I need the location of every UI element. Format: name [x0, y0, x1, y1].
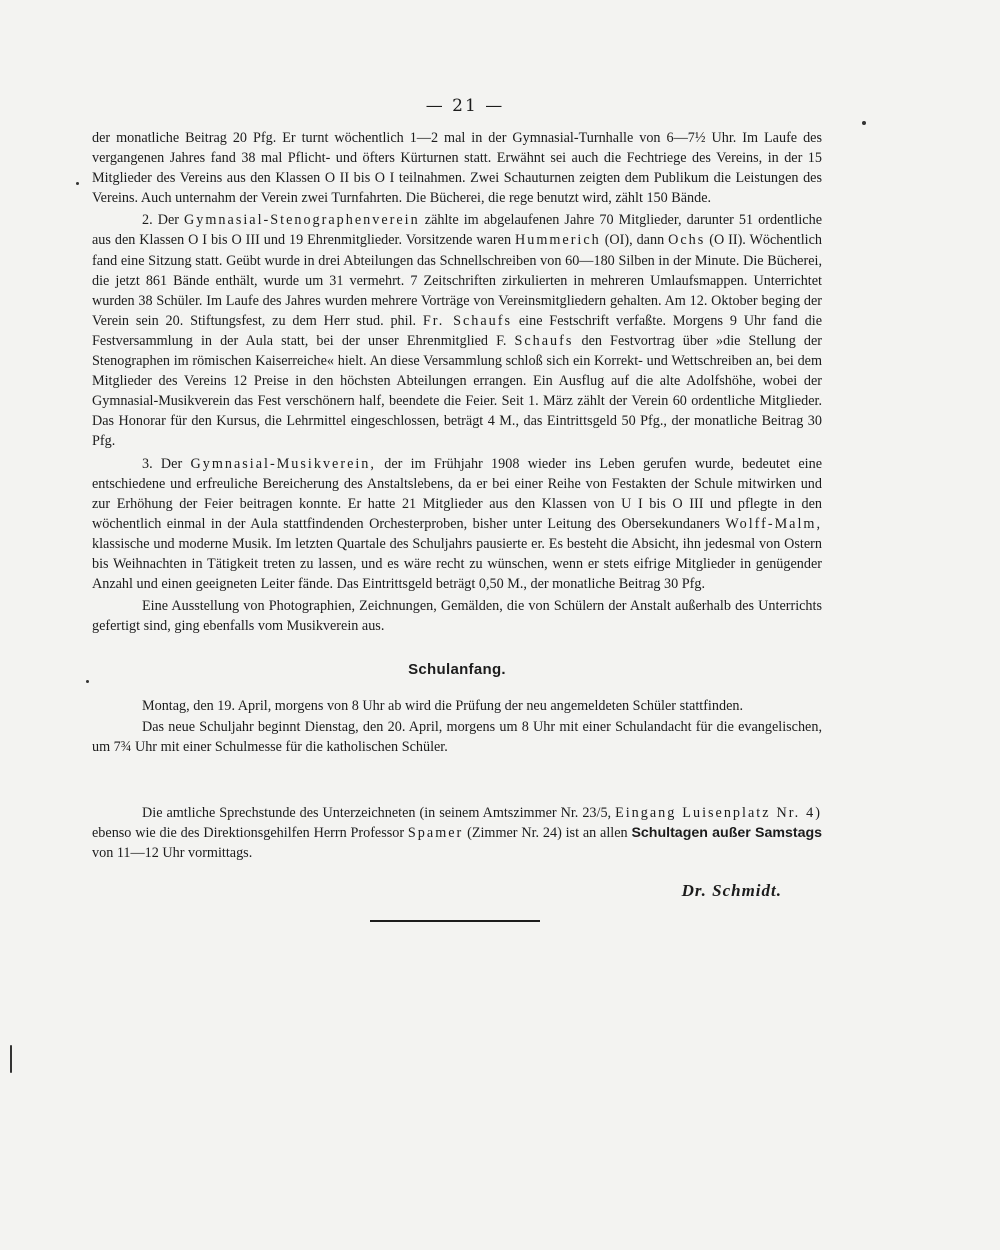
- name-schaufs: Schaufs: [514, 332, 574, 349]
- name-musikverein: Gymnasial-Musikverein,: [190, 455, 376, 472]
- name-stenographenverein: Gymnasial-Stenographenverein: [184, 212, 420, 229]
- paragraph-sprechstunde: Die amtliche Sprechstunde des Unterzeichneten (in seinem Amtszimmer Nr. 23/5, Eingang Luisenplatz Nr. 4) ebenso wie die des Direktionsgehilfen Herrn Professor Spamer (Zimmer Nr. 24) ist an allen Schultagen außer Samstags von 11—12 Uhr vormittags.: [92, 804, 823, 861]
- scan-speck: [862, 121, 866, 125]
- paragraph-turnverein-end: der monatliche Beitrag 20 Pfg. Er turnt wöchentlich 1—2 mal in der Gymnasial-Turnhalle von 6—7½ Uhr. Im Laufe des vergangenen Jahres fand 38 mal Pflicht- und öfters Kürturnen statt. Erwähnt sei auch die Fechtriege des Vereins, in der 15 Mitglieder des Vereins aus den Klassen O II bis O I teilnahmen. Zwei Schauturnen zeigten dem Publikum die Leistungen des Vereins. Auch unternahm der Verein zwei Turnfahrten. Die Bücherei, die rege benutzt wird, zählt 150 Bände.: [92, 130, 822, 207]
- paragraph-schuljahr-beginn: Das neue Schuljahr beginnt Dienstag, den 20. April, morgens um 8 Uhr mit einer Schulandacht für die evangelischen, um 7¾ Uhr mit einer Schulmesse für die katholischen Schüler.: [92, 718, 822, 755]
- signature: Dr. Schmidt.: [681, 881, 782, 900]
- scan-speck: [76, 182, 79, 185]
- page-body: [92, 128, 822, 901]
- scan-speck: [86, 680, 89, 683]
- paragraph-musikverein: 3. Der Gymnasial-Musikverein, der im Frühjahr 1908 wieder ins Leben gerufen wurde, bedeutet eine entschiedene und erfreuliche Bereicherung des Anstaltslebens, da er bei einer Reihe von Festakten der Schule mitwirken und zur Erhöhung der Feier beitragen konnte. Er hatte 21 Mitglieder aus den Klassen von U I bis O III und pflegte in den wöchentlich einmal in der Aula stattfindenden Orchesterproben, bisher unter Leitung des Obersekundaners Wolff-Malm, klassische und moderne Musik. Im letzten Quartale des Schuljahrs pausierte er. Es besteht die Absicht, ihn jedesmal von Ostern bis Weihnachten in Tätigkeit treten zu lassen, und es wäre recht zu wünschen, wenn er stets eifrige Mitglieder in genügender Anzahl und einen geeigneten Leiter fände. Das Eintrittsgeld beträgt 0,50 M., der monatliche Beitrag 30 Pfg.: [92, 455, 823, 593]
- paragraph-ausstellung: Eine Ausstellung von Photographien, Zeichnungen, Gemälden, die von Schülern der Anstalt außerhalb des Unterrichts gefertigt sind, ging ebenfalls vom Musikverein aus.: [92, 598, 822, 635]
- scan-speck: [10, 1045, 12, 1073]
- name-hummerich: Hummerich: [514, 232, 601, 249]
- closing-rule: [370, 920, 540, 922]
- paragraph-stenographenverein: 2. Der Gymnasial-Stenographenverein zählte im abgelaufenen Jahre 70 Mitglieder, darunter 51 ordentliche aus den Klassen O I bis O III und 19 Ehrenmitglieder. Vorsitzende waren Hummerich (OI), dann Ochs (O II). Wöchentlich fand eine Sitzung statt. Geübt wurde in drei Abteilungen das Schnellschreiben von 60—180 Silben in der Minute. Die Bücherei, die jetzt 861 Bände enthält, wurde um 31 vermehrt. 7 Zeitschriften zirkulierten in mehreren Umlaufsmappen. Unterrichtet wurden 38 Schüler. Im Laufe des Jahres wurden mehrere Vorträge von Vereinsmitgliedern gehalten. Am 12. Oktober beging der Verein sein 20. Stiftungsfest, zu dem Herr stud. phil. Fr. Schaufs eine Festschrift verfaßte. Morgens 9 Uhr fand die Festversammlung in der Aula statt, bei der unser Ehrenmitglied F. Schaufs den Festvortrag über »die Stellung der Stenographen im römischen Kaiserreiche« hielt. An diese Versammlung schloß sich ein Korrekt- und Wettschreiben an, bei dem Mitglieder des Vereins 12 Preise in den höchsten Abteilungen errangen. Ein Ausflug auf die alte Adolfshöhe, wobei der Gymnasial-Musikverein das Fest verschönern half, beendete die Feier. Seit 1. März zählt der Verein 60 ordentliche Mitglieder. Das Honorar für den Kursus, die Lehrmittel eingeschlossen, beträgt 4 M., das Eintrittsgeld 50 Pfg., der monatliche Beitrag 30 Pfg.: [92, 212, 823, 450]
- paragraph-pruefung: Montag, den 19. April, morgens von 8 Uhr ab wird die Prüfung der neu angemeldeten Schüler stattfinden.: [142, 698, 744, 715]
- name-wolff-malm: Wolff-Malm,: [725, 515, 823, 532]
- emphasis-schultage: Schultagen außer Samstags: [631, 824, 823, 841]
- page-number: — 21 —: [425, 96, 505, 116]
- name-ochs: Ochs: [668, 232, 706, 249]
- entrance-address: Eingang Luisenplatz Nr. 4): [615, 804, 822, 821]
- name-fr-schaufs: Fr. Schaufs: [422, 312, 513, 329]
- section-heading-schulanfang: Schulanfang.: [408, 661, 506, 679]
- name-spamer: Spamer: [407, 824, 464, 841]
